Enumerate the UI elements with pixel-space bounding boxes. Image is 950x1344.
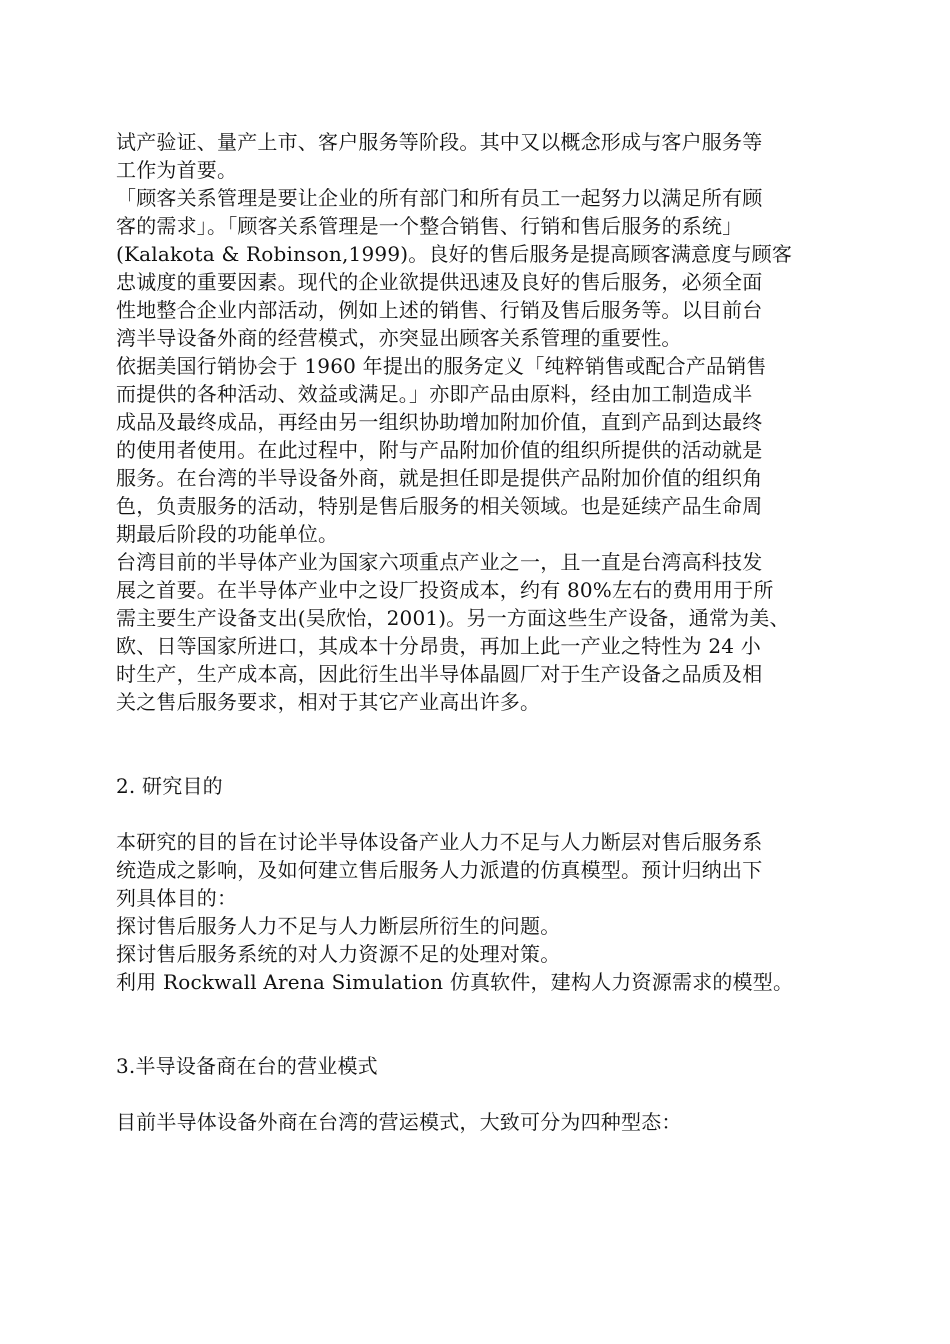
intro-line: 试产验证、量产上市、客户服务等阶段。其中又以概念形成与客户服务等 [116, 130, 763, 154]
objective-item: 探讨售后服务人力不足与人力断层所衍生的问题。 [116, 914, 561, 938]
section-3-paragraph-line: 目前半导体设备外商在台湾的营运模式，大致可分为四种型态： [116, 1110, 682, 1134]
section-2-paragraph-line: 统造成之影响，及如何建立售后服务人力派遣的仿真模型。预计归纳出下 [116, 858, 763, 882]
section-2-paragraph-line: 本研究的目的旨在讨论半导体设备产业人力不足与人力断层对售后服务系 [116, 830, 763, 854]
service-definition-line: 成品及最终成品，再经由另一组织协助增加附加价值，直到产品到达最终 [116, 410, 763, 434]
section-2-heading: 2. 研究目的 [116, 774, 223, 798]
industry-paragraph-line: 时生产，生产成本高，因此衍生出半导体晶圆厂对于生产设备之品质及相 [116, 662, 763, 686]
service-definition-line: 期最后阶段的功能单位。 [116, 522, 339, 546]
objective-item: 探讨售后服务系统的对人力资源不足的处理对策。 [116, 942, 561, 966]
section-2-paragraph-line: 列具体目的： [116, 886, 238, 910]
crm-paragraph-line: 湾半导设备外商的经营模式，亦突显出顾客关系管理的重要性。 [116, 326, 682, 350]
industry-paragraph-line: 台湾目前的半导体产业为国家六项重点产业之一，且一直是台湾高科技发 [116, 550, 763, 574]
crm-paragraph-line: 性地整合企业内部活动，例如上述的销售、行销及售后服务等。以目前台 [116, 298, 763, 322]
service-definition-line: 的使用者使用。在此过程中，附与产品附加价值的组织所提供的活动就是 [116, 438, 763, 462]
industry-paragraph-line: 欧、日等国家所进口，其成本十分昂贵，再加上此一产业之特性为 24 小 [116, 634, 761, 658]
industry-paragraph-line: 需主要生产设备支出(吴欣怡，2001)。另一方面这些生产设备，通常为美、 [116, 606, 790, 630]
crm-paragraph-line: 「顾客关系管理是要让企业的所有部门和所有员工一起努力以满足所有顾 [116, 186, 763, 210]
crm-paragraph-line: (Kalakota & Robinson,1999)。良好的售后服务是提高顾客满意度与顾客 [116, 242, 793, 266]
crm-paragraph-line: 客的需求」。「顾客关系管理是一个整合销售、行销和售后服务的系统」 [116, 214, 743, 238]
industry-paragraph-line: 展之首要。在半导体产业中之设厂投资成本，约有 80%左右的费用用于所 [116, 578, 774, 602]
industry-paragraph-line: 关之售后服务要求，相对于其它产业高出许多。 [116, 690, 541, 714]
section-3-heading: 3.半导设备商在台的营业模式 [116, 1054, 378, 1078]
service-definition-line: 服务。在台湾的半导设备外商，就是担任即是提供产品附加价值的组织角 [116, 466, 763, 490]
crm-paragraph-line: 忠诚度的重要因素。现代的企业欲提供迅速及良好的售后服务，必须全面 [116, 270, 763, 294]
service-definition-line: 而提供的各种活动、效益或满足。」亦即产品由原料，经由加工制造成半 [116, 382, 753, 406]
intro-line: 工作为首要。 [116, 158, 238, 182]
objective-item: 利用 Rockwall Arena Simulation 仿真软件，建构人力资源需求的模型。 [116, 970, 794, 994]
service-definition-line: 依据美国行销协会于 1960 年提出的服务定义「纯粹销售或配合产品销售 [116, 354, 767, 378]
service-definition-line: 色，负责服务的活动，特别是售后服务的相关领域。也是延续产品生命周 [116, 494, 763, 518]
